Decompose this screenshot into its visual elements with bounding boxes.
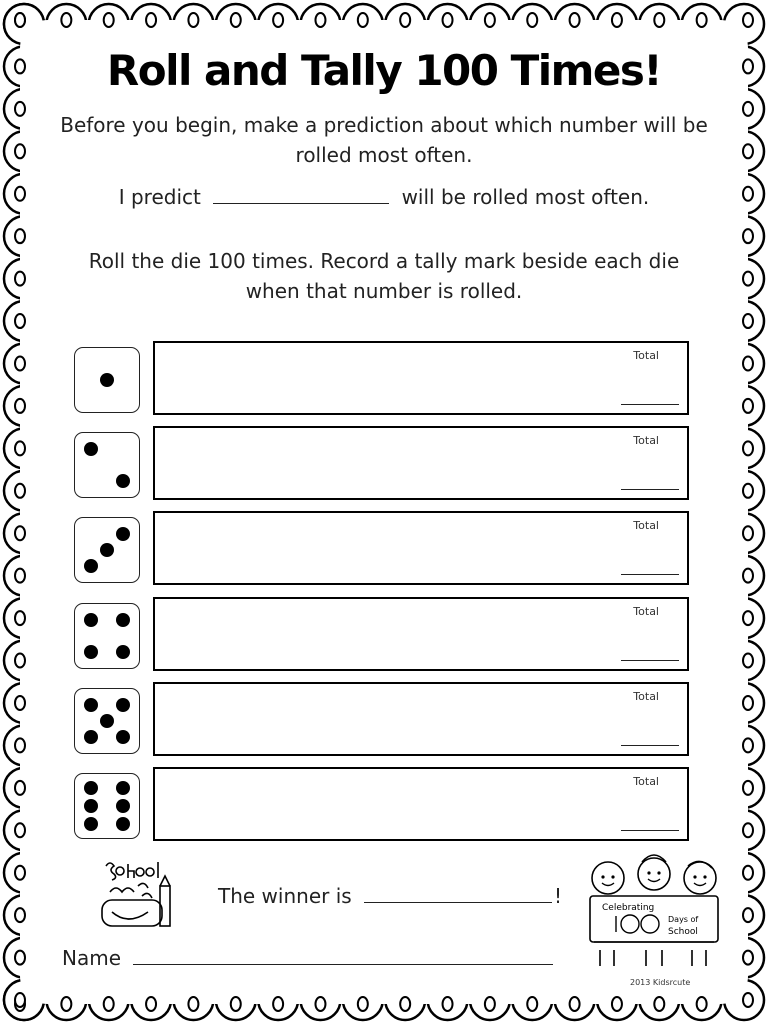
die-pip — [84, 613, 98, 627]
instructions-text: Roll the die 100 times. Record a tally mark beside each die when that number is rolled. — [88, 249, 680, 303]
die-pip — [100, 373, 114, 387]
die-pip — [84, 559, 98, 573]
total-label: Total — [633, 689, 659, 703]
tally-row — [72, 682, 694, 760]
tally-row — [72, 767, 694, 845]
die-face-5 — [74, 688, 140, 754]
die-pip — [116, 799, 130, 813]
total-blank[interactable] — [621, 660, 679, 661]
die-pip — [116, 645, 130, 659]
die-pip — [116, 474, 130, 488]
name-blank[interactable] — [133, 946, 553, 965]
total-label: Total — [633, 434, 659, 448]
die-pip — [84, 799, 98, 813]
svg-text:Days of: Days of — [668, 915, 699, 924]
die-pip — [84, 781, 98, 795]
name-line — [62, 946, 559, 970]
die-pip — [84, 645, 98, 659]
die-pip — [84, 442, 98, 456]
total-label: Total — [633, 349, 659, 362]
die-face-4 — [74, 603, 140, 669]
school-smile-clipart — [98, 856, 178, 930]
die-pip — [116, 781, 130, 795]
die-pip — [84, 730, 98, 744]
svg-text:Celebrating: Celebrating — [602, 903, 655, 913]
total-label: Total — [633, 604, 659, 618]
tally-row — [72, 511, 694, 589]
die-pip — [116, 613, 130, 627]
tally-box[interactable] — [153, 767, 689, 841]
die-pip — [84, 698, 98, 712]
tally-row — [72, 341, 694, 419]
winner-line — [218, 884, 562, 908]
die-pip — [100, 714, 114, 728]
tally-box[interactable] — [153, 426, 689, 500]
die-pip — [116, 698, 130, 712]
die-face-6 — [74, 773, 140, 839]
total-blank[interactable] — [621, 574, 679, 575]
die-face-3 — [74, 517, 140, 583]
winner-exclaim: ! — [554, 884, 563, 908]
total-label: Total — [633, 775, 659, 788]
tally-box[interactable] — [153, 341, 689, 415]
tally-box[interactable] — [153, 511, 689, 585]
tally-box[interactable] — [153, 682, 689, 756]
winner-blank[interactable] — [364, 884, 552, 903]
die-face-1 — [74, 347, 140, 413]
total-blank[interactable] — [621, 404, 679, 405]
die-pip — [116, 817, 130, 831]
winner-label: The winner is — [218, 884, 352, 908]
kids-100-days-clipart — [584, 852, 724, 972]
die-pip — [84, 817, 98, 831]
total-blank[interactable] — [621, 830, 679, 831]
predict-suffix: will be rolled most often. — [401, 185, 650, 209]
copyright: 2013 Kidsrcute — [630, 978, 691, 987]
tally-row — [72, 426, 694, 504]
total-blank[interactable] — [621, 489, 679, 490]
total-label: Total — [633, 519, 659, 533]
page-title: Roll and Tally 100 Times! — [106, 46, 662, 95]
predict-label: I predict — [118, 185, 201, 209]
die-face-2 — [74, 432, 140, 498]
die-pip — [100, 543, 114, 557]
total-blank[interactable] — [621, 745, 679, 746]
tally-box[interactable] — [153, 597, 689, 671]
name-label: Name — [62, 946, 122, 970]
die-pip — [116, 730, 130, 744]
die-pip — [116, 527, 130, 541]
svg-text:School: School — [668, 927, 698, 937]
tally-row — [72, 597, 694, 675]
intro-text: Before you begin, make a prediction about which number will be rolled most often. — [60, 113, 708, 167]
